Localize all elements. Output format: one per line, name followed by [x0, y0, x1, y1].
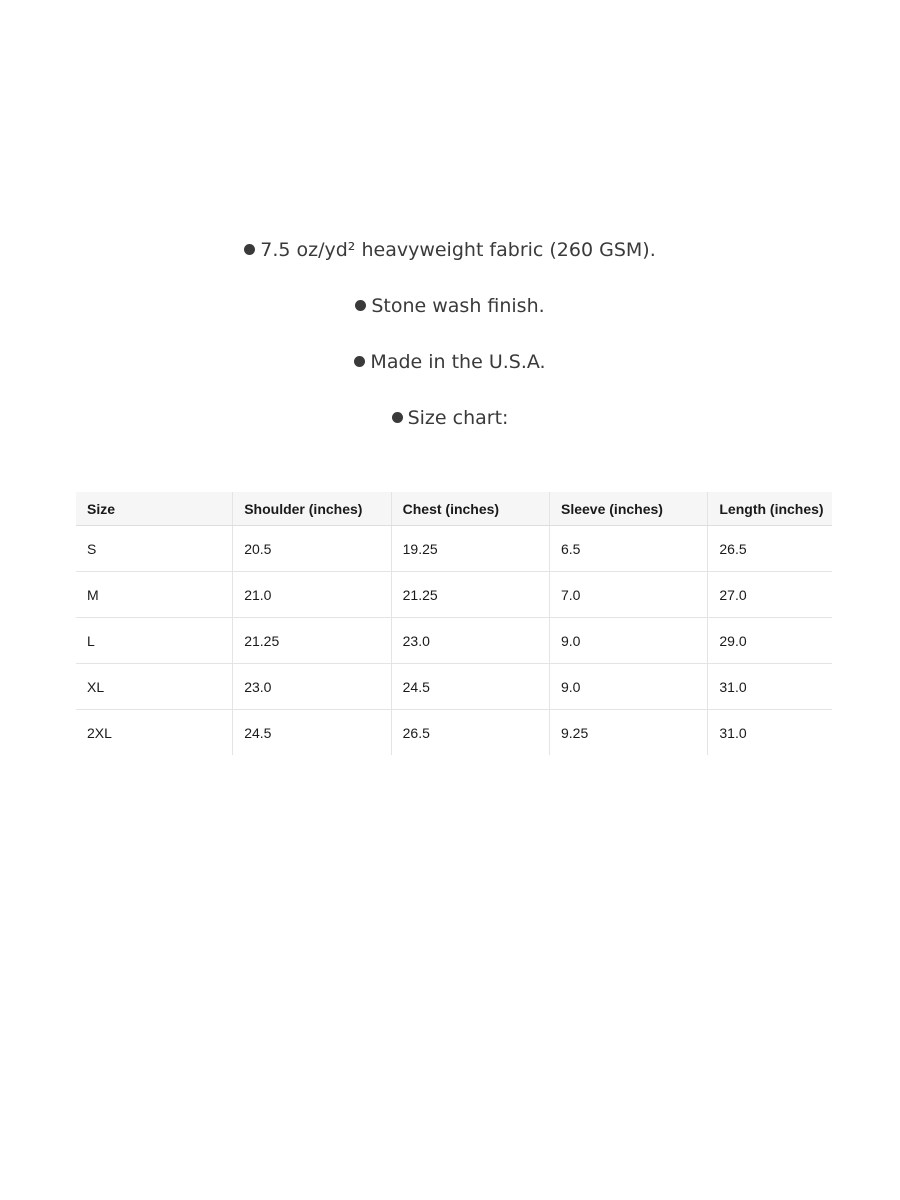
table-cell: 19.25 [391, 526, 549, 572]
table-cell: 24.5 [233, 710, 391, 756]
table-row [76, 618, 832, 664]
table-cell: 6.5 [550, 526, 708, 572]
table-cell: 26.5 [391, 710, 549, 756]
column-header-size: Size [76, 492, 233, 526]
bullet-text: Stone wash finish. [371, 295, 545, 317]
table-cell: 9.25 [550, 710, 708, 756]
table-cell: 21.25 [391, 572, 549, 618]
size-chart-table [76, 492, 832, 755]
table-row [76, 710, 832, 756]
column-header-length: Length (inches) [708, 492, 832, 526]
table-cell: 29.0 [708, 618, 832, 664]
column-header-chest: Chest (inches) [391, 492, 549, 526]
table-cell: 31.0 [708, 710, 832, 756]
bullet-finish [0, 292, 900, 320]
bullet-fabric-weight [0, 236, 900, 264]
bullet-dot-icon [355, 300, 366, 311]
table-cell: M [76, 572, 233, 618]
bullet-text: 7.5 oz/yd² heavyweight fabric (260 GSM). [260, 239, 656, 261]
column-header-shoulder: Shoulder (inches) [233, 492, 391, 526]
table-cell: XL [76, 664, 233, 710]
table-cell: 26.5 [708, 526, 832, 572]
bullet-text: Made in the U.S.A. [370, 351, 546, 373]
bullet-size-chart [0, 404, 900, 432]
table-header-row [76, 492, 832, 526]
table-cell: 23.0 [391, 618, 549, 664]
table-cell: 9.0 [550, 618, 708, 664]
table-cell: 20.5 [233, 526, 391, 572]
table-cell: 23.0 [233, 664, 391, 710]
bullet-origin [0, 348, 900, 376]
table-cell: 31.0 [708, 664, 832, 710]
column-header-sleeve: Sleeve (inches) [550, 492, 708, 526]
bullet-text: Size chart: [407, 407, 509, 429]
table-cell: 7.0 [550, 572, 708, 618]
table-cell: 27.0 [708, 572, 832, 618]
bullet-dot-icon [392, 412, 403, 423]
table-cell: 21.25 [233, 618, 391, 664]
table-cell: 21.0 [233, 572, 391, 618]
table-cell: S [76, 526, 233, 572]
table-row [76, 664, 832, 710]
table-cell: 24.5 [391, 664, 549, 710]
table-row [76, 526, 832, 572]
table-row [76, 572, 832, 618]
product-details-list [0, 236, 900, 460]
bullet-dot-icon [244, 244, 255, 255]
table-cell: L [76, 618, 233, 664]
bullet-dot-icon [354, 356, 365, 367]
table-cell: 2XL [87, 724, 112, 741]
table-cell: 9.0 [550, 664, 708, 710]
